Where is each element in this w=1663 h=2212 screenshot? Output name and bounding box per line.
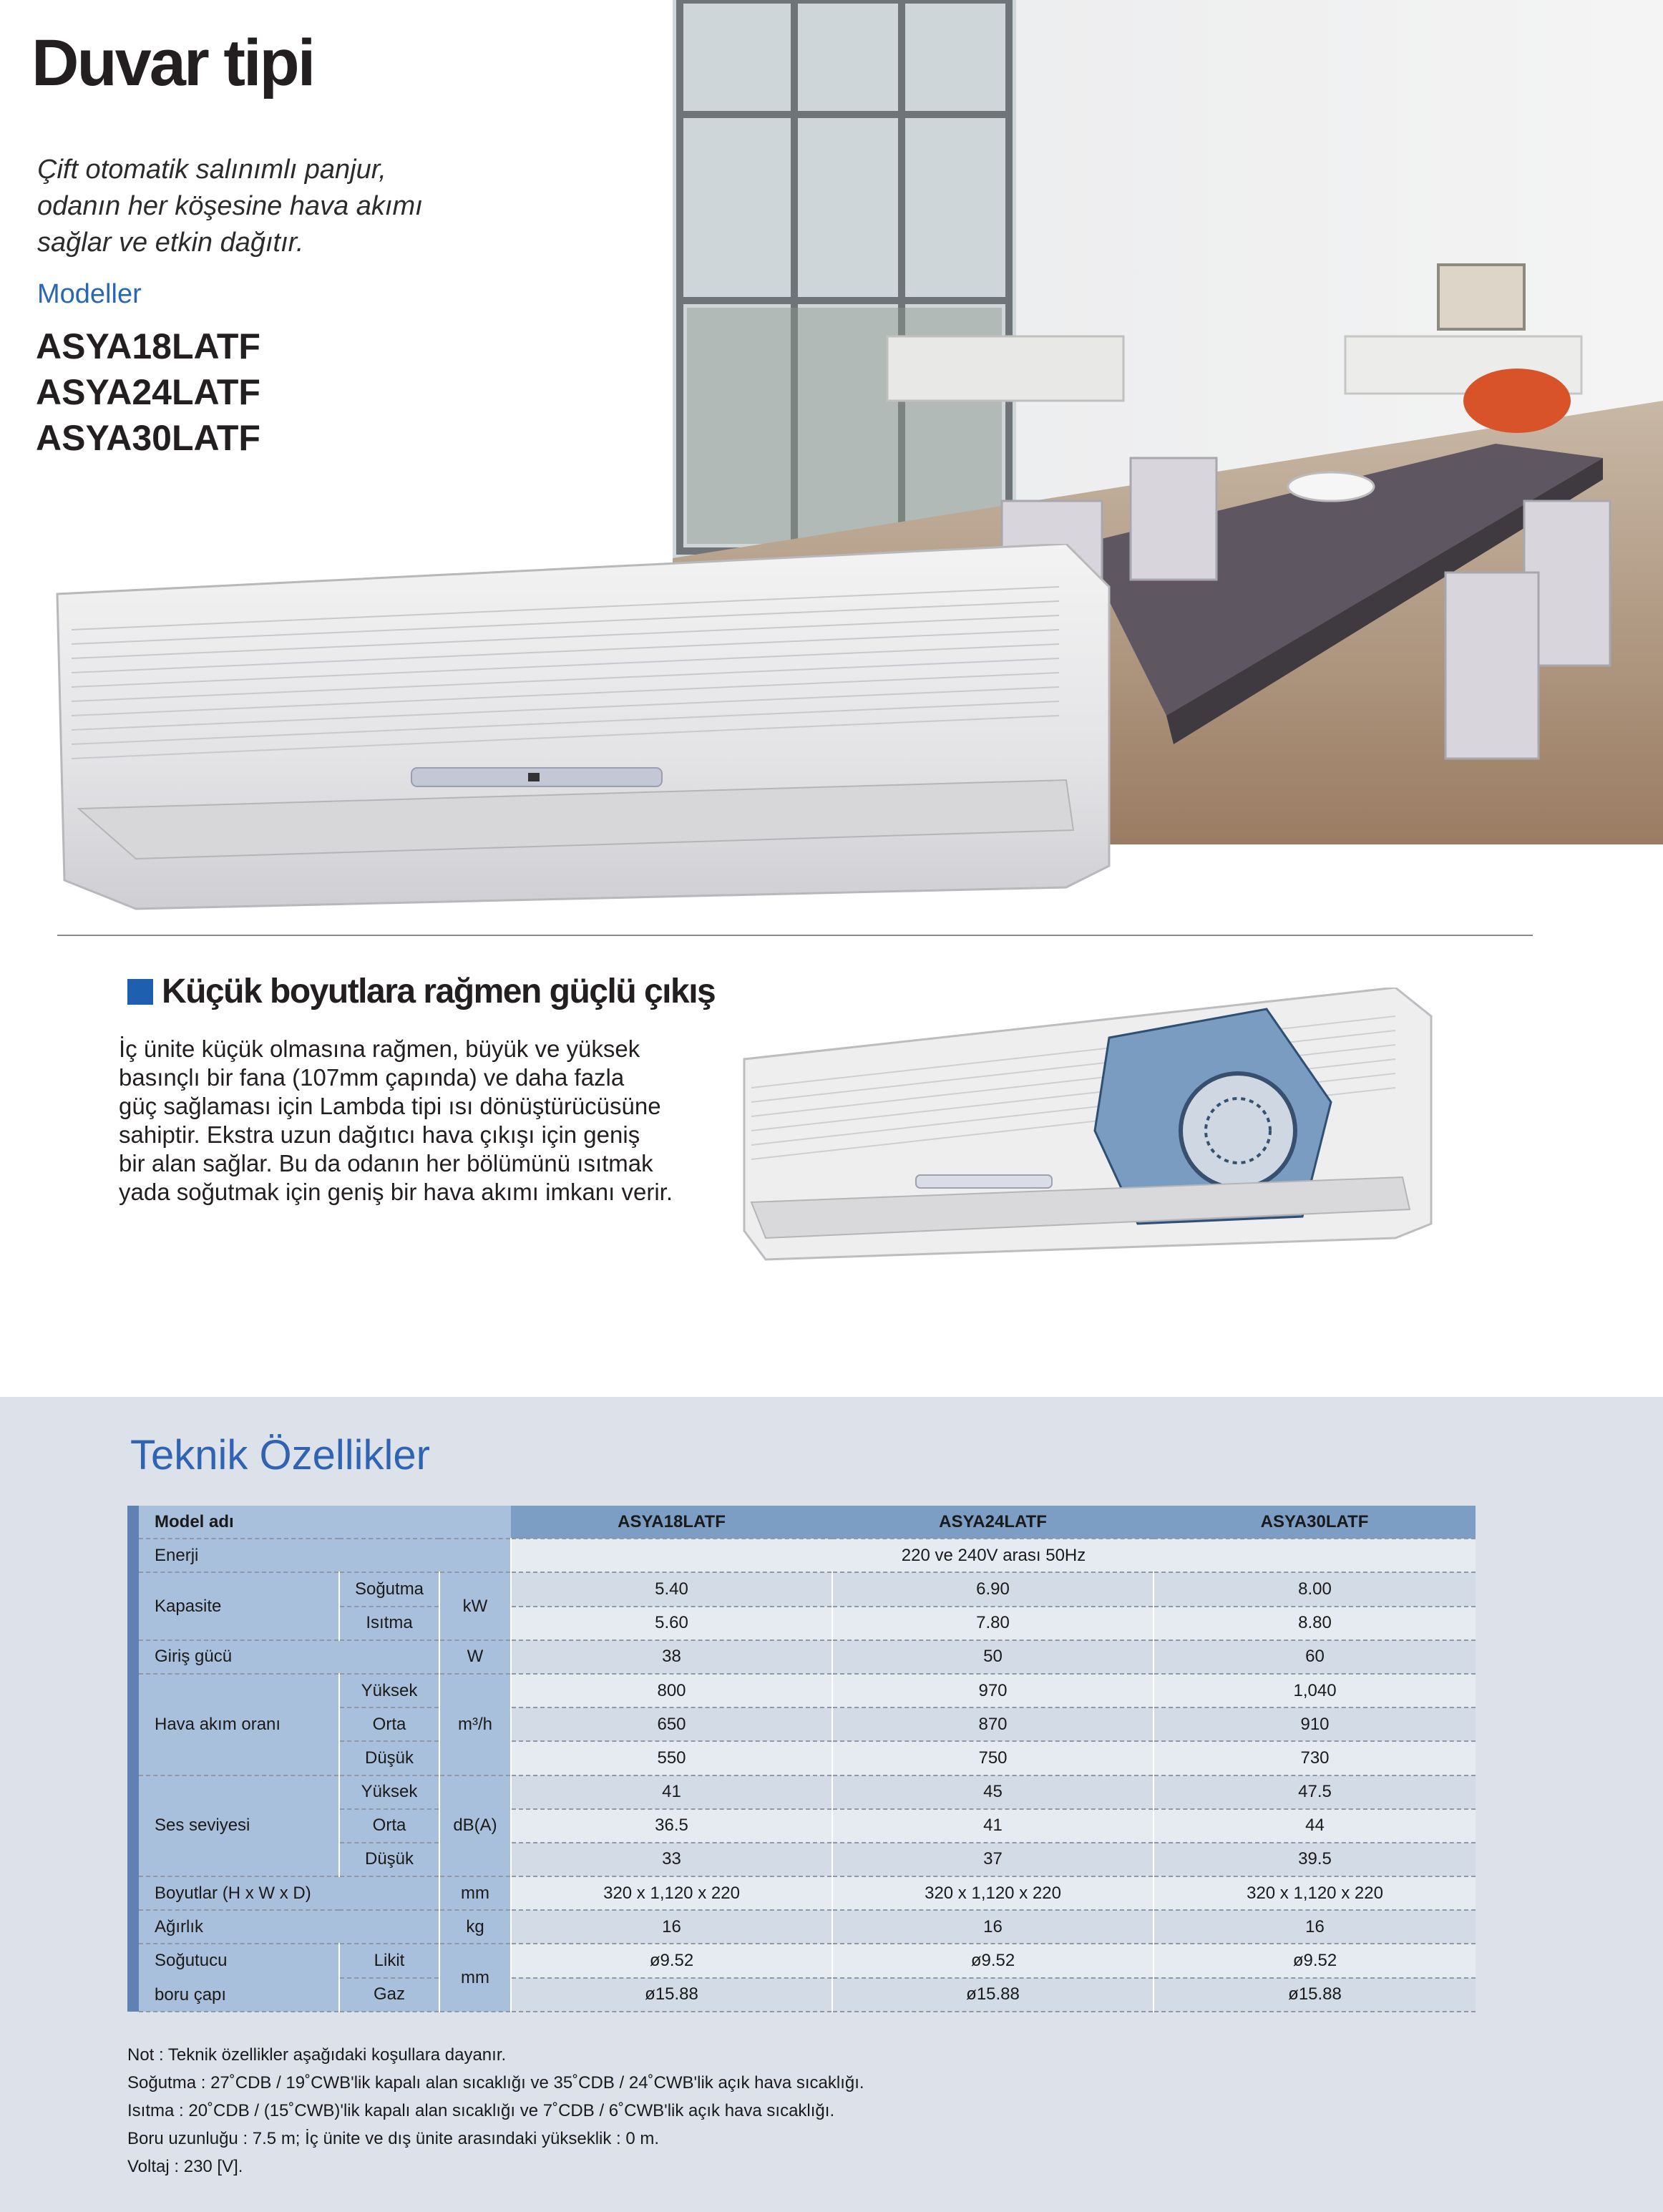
table-cell: 750 [832, 1741, 1154, 1775]
section-divider [57, 935, 1533, 936]
intro-line: Çift otomatik salınımlı panjur, [37, 155, 386, 185]
column-header: ASYA24LATF [832, 1506, 1154, 1539]
row-label: Enerji [139, 1539, 511, 1572]
sub-label: Gaz [339, 1978, 439, 2012]
table-cell: 320 x 1,120 x 220 [511, 1876, 832, 1910]
row-label: Ağırlık [139, 1910, 439, 1944]
row-label: Giriş gücü [139, 1640, 439, 1674]
table-cell: 870 [832, 1707, 1154, 1741]
table-row [127, 1539, 1476, 1572]
sub-label: Likit [339, 1944, 439, 1977]
table-cell: 41 [832, 1809, 1154, 1843]
sub-label: Yüksek [339, 1674, 439, 1707]
table-cell: 47.5 [1154, 1775, 1476, 1809]
table-cell: 39.5 [1154, 1843, 1476, 1876]
table-cell: 16 [1154, 1910, 1476, 1944]
table-row [127, 1876, 1476, 1910]
models-heading: Modeller [37, 279, 142, 309]
table-row [127, 1910, 1476, 1944]
unit-label: W [439, 1640, 511, 1674]
page-title: Duvar tipi [31, 26, 314, 99]
sub-label: Soğutma [339, 1572, 439, 1606]
row-label: Ses seviyesi [139, 1775, 339, 1877]
row-label: Kapasite [139, 1572, 339, 1639]
table-cell: 5.40 [511, 1572, 832, 1606]
feature-line: bir alan sağlar. Bu da odanın her bölümünü ısıtmak [119, 1150, 653, 1176]
table-cell: 320 x 1,120 x 220 [1154, 1876, 1476, 1910]
ac-cutaway-image [737, 988, 1453, 1274]
spec-notes [127, 2041, 864, 2181]
table-row [127, 1640, 1476, 1674]
table-cell: 7.80 [832, 1607, 1154, 1640]
energy-value: 220 ve 240V arası 50Hz [511, 1539, 1476, 1572]
table-row [127, 1944, 1476, 1977]
feature-line: yada soğutmak için geniş bir hava akımı imkanı verir. [119, 1179, 673, 1205]
table-cell: 33 [511, 1843, 832, 1876]
sub-label: Orta [339, 1809, 439, 1843]
note-line: Not : Teknik özellikler aşağıdaki koşullara dayanır. [127, 2045, 507, 2065]
ac-unit-image [50, 544, 1116, 916]
table-cell: 38 [511, 1640, 832, 1674]
unit-label: dB(A) [439, 1775, 511, 1877]
intro-line: sağlar ve etkin dağıtır. [37, 228, 304, 258]
table-cell: ø15.88 [511, 1978, 832, 2012]
table-cell: ø9.52 [832, 1944, 1154, 1977]
feature-line: basınçlı bir fana (107mm çapında) ve daha fazla [119, 1064, 625, 1091]
intro-text [37, 152, 495, 261]
table-cell: 44 [1154, 1809, 1476, 1843]
feature-line: sahiptir. Ekstra uzun dağıtıcı hava çıkışı için geniş [119, 1121, 640, 1148]
note-line: Isıtma : 20˚CDB / (15˚CWB)'lik kapalı alan sıcaklığı ve 7˚CDB / 6˚CWB'lik açık hava sıcaklığı. [127, 2101, 835, 2120]
header-label: Model adı [139, 1506, 511, 1539]
table-cell: 37 [832, 1843, 1154, 1876]
unit-label: kg [439, 1910, 511, 1944]
table-cell: ø15.88 [832, 1978, 1154, 2012]
table-cell: 60 [1154, 1640, 1476, 1674]
sub-label: Isıtma [339, 1607, 439, 1640]
column-header: ASYA30LATF [1154, 1506, 1476, 1539]
sub-label: Orta [339, 1707, 439, 1741]
model-name: ASYA30LATF [36, 418, 260, 458]
table-cell: 550 [511, 1741, 832, 1775]
table-cell: 910 [1154, 1707, 1476, 1741]
unit-label: kW [439, 1572, 511, 1639]
table-cell: 41 [511, 1775, 832, 1809]
model-list [36, 323, 260, 461]
note-line: Soğutma : 27˚CDB / 19˚CWB'lik kapalı alan sıcaklığı ve 35˚CDB / 24˚CWB'lik açık hava sıcaklığı. [127, 2073, 864, 2092]
feature-title-text: Küçük boyutlara rağmen güçlü çıkış [162, 973, 716, 1010]
row-label: Hava akım oranı [139, 1674, 339, 1775]
unit-label: m³/h [439, 1674, 511, 1775]
intro-line: odanın her köşesine hava akımı [37, 191, 423, 221]
row-label: Boyutlar (H x W x D) [139, 1876, 439, 1910]
row-label [139, 1944, 339, 2011]
table-row [127, 1506, 1476, 1539]
model-name: ASYA24LATF [36, 372, 260, 412]
unit-label: mm [439, 1944, 511, 2011]
table-row [127, 1775, 1476, 1809]
table-cell: 800 [511, 1674, 832, 1707]
spec-table [127, 1506, 1476, 2012]
table-cell: 1,040 [1154, 1674, 1476, 1707]
table-row [127, 1674, 1476, 1707]
feature-line: İç ünite küçük olmasına rağmen, büyük ve yüksek [119, 1036, 640, 1062]
table-cell: ø9.52 [511, 1944, 832, 1977]
table-cell: 16 [511, 1910, 832, 1944]
feature-line: güç sağlaması için Lambda tipi ısı dönüştürücüsüne [119, 1093, 661, 1119]
sub-label: Düşük [339, 1843, 439, 1876]
table-cell: 8.00 [1154, 1572, 1476, 1606]
note-line: Boru uzunluğu : 7.5 m; İç ünite ve dış ünite arasındaki yükseklik : 0 m. [127, 2129, 660, 2148]
note-line: Voltaj : 230 [V]. [127, 2157, 243, 2176]
table-cell: 50 [832, 1640, 1154, 1674]
table-cell: 16 [832, 1910, 1154, 1944]
table-side-bar [127, 1506, 139, 2012]
sub-label: Düşük [339, 1741, 439, 1775]
spec-title: Teknik Özellikler [130, 1432, 430, 1478]
row-label-line: boru çapı [155, 1984, 227, 2004]
column-header: ASYA18LATF [511, 1506, 832, 1539]
table-cell: 650 [511, 1707, 832, 1741]
table-cell: ø15.88 [1154, 1978, 1476, 2012]
feature-body [119, 1035, 713, 1207]
table-cell: 970 [832, 1674, 1154, 1707]
table-cell: 5.60 [511, 1607, 832, 1640]
table-cell: 730 [1154, 1741, 1476, 1775]
table-cell: 45 [832, 1775, 1154, 1809]
table-cell: 6.90 [832, 1572, 1154, 1606]
table-cell: 36.5 [511, 1809, 832, 1843]
table-row [127, 1572, 1476, 1606]
table-cell: 8.80 [1154, 1607, 1476, 1640]
bullet-square-icon [127, 979, 153, 1005]
feature-heading [127, 972, 715, 1011]
table-cell: ø9.52 [1154, 1944, 1476, 1977]
table-cell: 320 x 1,120 x 220 [832, 1876, 1154, 1910]
unit-label: mm [439, 1876, 511, 1910]
model-name: ASYA18LATF [36, 326, 260, 366]
sub-label: Yüksek [339, 1775, 439, 1809]
row-label-line: Soğutucu [155, 1950, 228, 1970]
